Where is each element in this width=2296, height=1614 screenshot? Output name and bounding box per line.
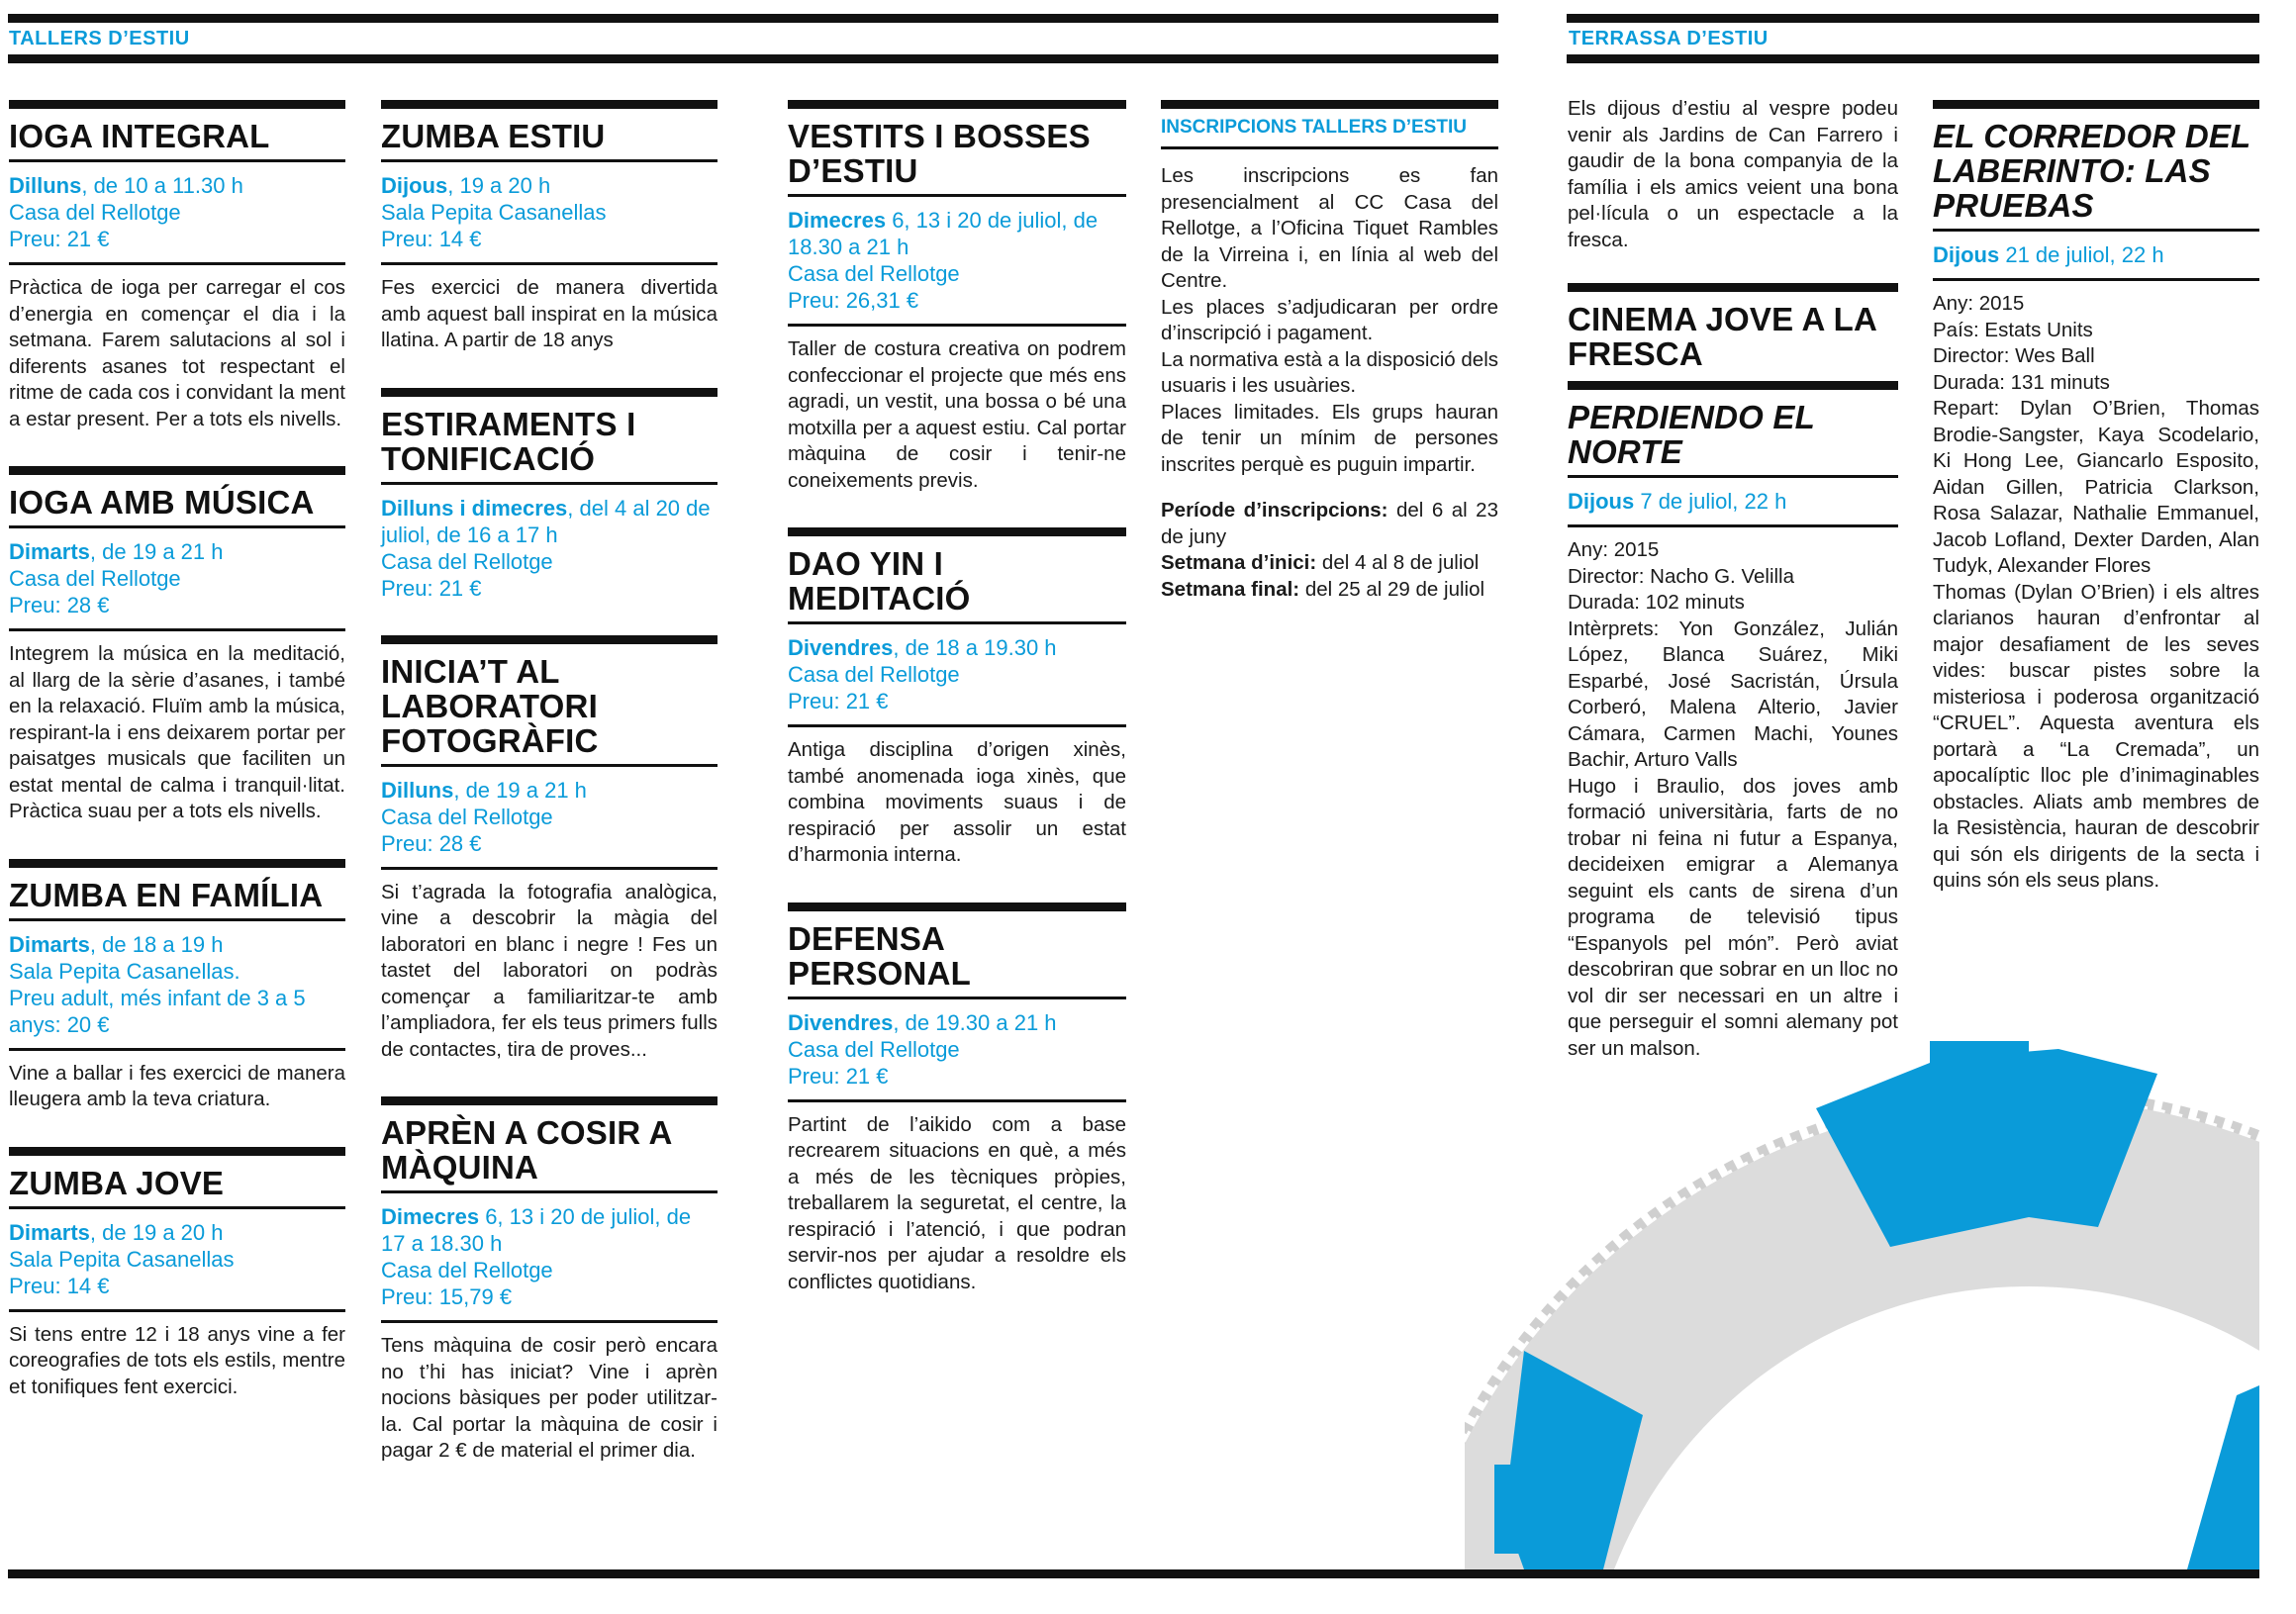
- workshop-title: IOGA AMB MÚSICA: [9, 484, 315, 521]
- workshop-title: APRÈN A COSIR A MÀQUINA: [381, 1114, 672, 1186]
- workshop-place: Sala Pepita Casanellas: [9, 1246, 235, 1272]
- workshop-place: Casa del Rellotge: [788, 1036, 960, 1062]
- column-2: [381, 100, 718, 1498]
- section-title-tallers: TALLERS D’ESTIU: [9, 28, 190, 49]
- workshop-price: Preu: 21 €: [381, 575, 482, 601]
- workshop-title: INICIA’T AL LABORATORI FOTOGRÀFIC: [381, 652, 599, 759]
- workshop-title: ZUMBA ESTIU: [381, 118, 606, 154]
- film-cast: Intèrprets: Yon González, Julián López, Blanca Suárez, Miki Esparbé, José Sacristán, Úrsula Corberó, Malena Alterio, Javier Cámara, Carmen Machi, Younes Bachir, Arturo Valls: [1568, 617, 1898, 771]
- column-1: [9, 100, 345, 1434]
- film-corredor: [1933, 100, 2259, 895]
- workshop-desc: Si tens entre 12 i 18 anys vine a fer coreografies de tots els estils, mentre et tonifiques fent exercici.: [9, 1322, 345, 1398]
- workshop-price: Preu: 14 €: [381, 227, 482, 251]
- workshop-info: [788, 207, 1126, 314]
- workshop-day: Dilluns: [381, 777, 454, 803]
- inscripcions-header: [1161, 100, 1498, 149]
- workshop-desc: Si t’agrada la fotografia analògica, vine a descobrir la màgia del laboratori en blanc i negre ! Fes un tastet del laboratori on podràs començar a familiaritzar-te amb l’ampliadora, fer els teus primers fulls de contactes, tira de proves...: [381, 880, 718, 1061]
- workshop-info: [788, 634, 1126, 714]
- workshop-price: Preu adult, més infant de 3 a 5 anys: 20 €: [9, 985, 306, 1037]
- workshop-desc: Tens màquina de cosir però encara no t’hi has iniciat? Vine i aprèn nocions bàsiques per poder utilitzar-la. Cal portar la màquina de cosir i pagar 2 € de material el primer dia.: [381, 1334, 718, 1462]
- workshop-price: Preu: 28 €: [9, 593, 110, 617]
- workshop-day: Divendres: [788, 1009, 894, 1035]
- workshop-info: [788, 1009, 1126, 1090]
- workshop-place: Sala Pepita Casanellas: [381, 200, 607, 225]
- inscripcions-p3: La normativa està a la disposició dels usuaris i les usuàries.: [1161, 347, 1498, 397]
- workshop-time: , de 18 a 19 h: [89, 931, 224, 957]
- film-duration: Durada: 131 minuts: [1933, 370, 2110, 394]
- workshop-desc: Antiga disciplina d’origen xinès, també anomenada ioga xinès, que combina moviments suaus i de respiració per assolir un estat d’harmonia interna.: [788, 738, 1126, 866]
- top-rule-left: [8, 14, 1498, 23]
- terrassa-intro: Els dijous d’estiu al vespre podeu venir als Jardins de Can Farrero i gaudir de la bona companyia de la família i els amics veient una bona pel·lícula o un espectacle a la fresca.: [1568, 97, 1898, 251]
- film-synopsis: Hugo i Braulio, dos joves amb formació universitària, farts de no trobar ni feina ni futur a Espanya, decideixen emigrar a Alemanya seguint els cants de sirena d’un programa de televisió tipus “Espanyols pel món”. Però aviat descobriran que sobrar en un lloc no vol dir ser necessari en un altre i que perseguir el somni alemany pot ser un malson.: [1568, 774, 1898, 1060]
- workshop-ioga-integral: [9, 100, 345, 432]
- workshop-desc: Pràctica de ioga per carregar el cos d’energia en començar el dia i la setmana. Farem salutacions al sol i diferents asanes tot respectant el ritme de cada cos i convidant la ment a estar present. Per a tots els nivells.: [9, 276, 345, 430]
- workshop-price: Preu: 26,31 €: [788, 288, 919, 313]
- workshop-info: [9, 1219, 345, 1299]
- column-terrassa-2: [1933, 100, 2259, 928]
- workshop-price: Preu: 21 €: [788, 1063, 889, 1089]
- film-cast: Repart: Dylan O’Brien, Thomas Brodie-Sangster, Kaya Scodelario, Ki Hong Lee, Giancarlo Esposito, Aidan Gillen, Patricia Clarkson, Rosa Salazar, Nathalie Emmanuel, Jacob Lofland, Dexter Darden, Alan Tudyk, Alexander Flores: [1933, 397, 2259, 577]
- periode-label: Període d’inscripcions:: [1161, 499, 1388, 522]
- column-3: [788, 100, 1126, 1329]
- workshop-place: Casa del Rellotge: [381, 548, 553, 574]
- workshop-place: Casa del Rellotge: [381, 804, 553, 829]
- film-synopsis: Thomas (Dylan O’Brien) i els altres clarianos hauran d’enfrontar al major desafiament de les seves vides: buscar pistes sobre la misteriosa i poderosa organització “CRUEL”. Aquesta aventura els portarà a “La Cremada”, un apocalíptic lloc ple d’inimaginables obstacles. Aliats amb membres de la Resistència, hauran de descobrir qui són els dirigents de la secta i quins són els seus plans.: [1933, 580, 2259, 892]
- lifebuoy-icon: [1465, 1019, 2296, 1613]
- workshop-defensa: [788, 902, 1126, 1296]
- film-director: Director: Wes Ball: [1933, 344, 2095, 367]
- workshop-title: ESTIRAMENTS I TONIFICACIÓ: [381, 405, 636, 477]
- film-info: [1568, 488, 1898, 515]
- workshop-title: DAO YIN I MEDITACIÓ: [788, 545, 971, 617]
- workshop-day: Dimarts: [9, 1219, 90, 1245]
- inscripcions-p4: Places limitades. Els grups hauran de tenir un mínim de persones inscrites perquè es puguin impartir.: [1161, 400, 1498, 476]
- workshop-day: Dilluns: [9, 173, 82, 198]
- workshop-day: Divendres: [788, 635, 894, 660]
- column-inscripcions: [1161, 100, 1498, 603]
- workshop-day: Dilluns i dimecres: [381, 495, 568, 521]
- workshop-place: Casa del Rellotge: [788, 261, 960, 286]
- workshop-time: , del 4 al 20 de juliol, de 16 a 17 h: [381, 495, 711, 547]
- inscripcions-body: [1161, 163, 1498, 603]
- workshop-info: [381, 172, 718, 252]
- film-year: Any: 2015: [1568, 538, 1660, 561]
- workshop-place: Casa del Rellotge: [381, 1258, 553, 1282]
- workshop-info: [9, 931, 345, 1038]
- workshop-title: DEFENSA PERSONAL: [788, 919, 971, 992]
- film-time: 21 de juliol, 22 h: [1999, 242, 2164, 267]
- workshop-ioga-musica: [9, 466, 345, 825]
- workshop-time: , de 19.30 a 21 h: [893, 1009, 1057, 1035]
- workshop-day: Dimecres: [381, 1204, 480, 1229]
- workshop-title: IOGA INTEGRAL: [9, 118, 270, 154]
- film-title: PERDIENDO EL NORTE: [1568, 399, 1815, 470]
- workshop-time: , 19 a 20 h: [447, 173, 551, 198]
- inici-label: Setmana d’inici:: [1161, 551, 1317, 574]
- final-label: Setmana final:: [1161, 577, 1300, 601]
- inici-value: del 4 al 8 de juliol: [1316, 551, 1480, 574]
- inscripcions-p1: Les inscripcions es fan presencialment al CC Casa del Rellotge, a l’Oficina Tiquet Rambles de la Virreina i, en línia al web del Centre.: [1161, 164, 1498, 292]
- workshop-estiraments: [381, 388, 718, 602]
- workshop-price: Preu: 21 €: [788, 689, 889, 713]
- workshop-day: Dimarts: [9, 931, 90, 957]
- workshop-day: Dijous: [381, 173, 448, 198]
- workshop-time: 6, 13 i 20 de juliol, de 18.30 a 21 h: [788, 208, 1099, 259]
- workshop-time: , de 18 a 19.30 h: [893, 635, 1057, 660]
- workshop-place: Sala Pepita Casanellas.: [9, 958, 240, 984]
- workshop-info: [9, 538, 345, 618]
- workshop-desc: Taller de costura creativa on podrem confeccionar el projecte que més ens agradi, un vestit, una bossa o bé una motxilla per a aquest estiu. Cal portar màquina de cosir i tenir-ne coneixements previs.: [788, 337, 1126, 492]
- workshop-time: , de 19 a 20 h: [89, 1219, 224, 1245]
- workshop-time: , de 10 a 11.30 h: [81, 173, 243, 198]
- workshop-day: Dimecres: [788, 208, 887, 233]
- workshop-place: Casa del Rellotge: [9, 566, 181, 591]
- film-day: Dijous: [1933, 242, 2000, 267]
- film-meta: [1933, 291, 2259, 895]
- film-director: Director: Nacho G. Velilla: [1568, 564, 1795, 588]
- inscripcions-title: INSCRIPCIONS TALLERS D’ESTIU: [1161, 117, 1467, 138]
- workshop-desc: Vine a ballar i fes exercici de manera lleugera amb la teva criatura.: [9, 1061, 345, 1110]
- title-underline-left: [8, 54, 1498, 63]
- workshop-price: Preu: 21 €: [9, 227, 110, 251]
- film-time: 7 de juliol, 22 h: [1634, 489, 1787, 514]
- workshop-info: [381, 495, 718, 602]
- workshop-title: VESTITS I BOSSES D’ESTIU: [788, 118, 1091, 189]
- workshop-desc: Fes exercici de manera divertida amb aquest ball inspirat en la música llatina. A partir de 18 anys: [381, 276, 718, 351]
- workshop-dao-yin: [788, 527, 1126, 869]
- workshop-cosir: [381, 1096, 718, 1465]
- section-title-terrassa: TERRASSA D’ESTIU: [1569, 28, 1769, 49]
- workshop-desc: Partint de l’aikido com a base recrearem situacions en què, a més a més de les tècniques pròpies, treballarem la seguretat, el centre, la respiració i l’atenció, i que podran servir-nos per ajudar a resoldre els conflictes quotidians.: [788, 1112, 1126, 1293]
- workshop-info: [381, 1203, 718, 1310]
- workshop-zumba-familia: [9, 859, 345, 1113]
- periode-value: del 6 al 23 de juny: [1161, 499, 1498, 548]
- workshop-time: , de 19 a 21 h: [453, 777, 587, 803]
- workshop-time: , de 19 a 21 h: [89, 539, 224, 564]
- film-meta: [1568, 537, 1898, 1062]
- workshop-price: Preu: 14 €: [9, 1273, 110, 1298]
- workshop-desc: Integrem la música en la meditació, al llarg de la sèrie d’asanes, i també en la relaxació. Fluïm amb la música, respirant-la i ens deixarem portar per paisatges musicals que faciliten un estat mental de calma i tranquil·litat. Pràctica suau per a tots els nivells.: [9, 642, 345, 822]
- workshop-laboratori: [381, 635, 718, 1064]
- film-duration: Durada: 102 minuts: [1568, 591, 1745, 614]
- workshop-time: 6, 13 i 20 de juliol, de 17 a 18.30 h: [381, 1204, 692, 1256]
- film-day: Dijous: [1568, 489, 1635, 514]
- cinema-title: CINEMA JOVE A LA FRESCA: [1568, 301, 1876, 372]
- film-year: Any: 2015: [1933, 292, 2025, 315]
- workshop-day: Dimarts: [9, 539, 90, 564]
- inscripcions-p2: Les places s’adjudicaran per ordre d’inscripció i pagament.: [1161, 295, 1498, 344]
- workshop-info: [381, 777, 718, 857]
- workshop-title: ZUMBA EN FAMÍLIA: [9, 876, 324, 913]
- workshop-place: Casa del Rellotge: [9, 200, 181, 225]
- film-title: EL CORREDOR DEL LABERINTO: LAS PRUEBAS: [1933, 118, 2250, 224]
- cinema-section: [1568, 283, 1898, 1062]
- film-country: País: Estats Units: [1933, 318, 2093, 341]
- title-underline-right: [1567, 54, 2259, 63]
- top-rule-right: [1567, 14, 2259, 23]
- workshop-info: [9, 172, 345, 252]
- film-info: [1933, 241, 2259, 268]
- workshop-place: Casa del Rellotge: [788, 662, 960, 687]
- workshop-vestits: [788, 100, 1126, 494]
- workshop-price: Preu: 15,79 €: [381, 1284, 513, 1309]
- workshop-price: Preu: 28 €: [381, 830, 482, 856]
- column-terrassa-1: [1568, 96, 1898, 1095]
- workshop-zumba-estiu: [381, 100, 718, 354]
- workshop-title: ZUMBA JOVE: [9, 1164, 225, 1201]
- final-value: del 25 al 29 de juliol: [1299, 577, 1485, 601]
- workshop-zumba-jove: [9, 1147, 345, 1401]
